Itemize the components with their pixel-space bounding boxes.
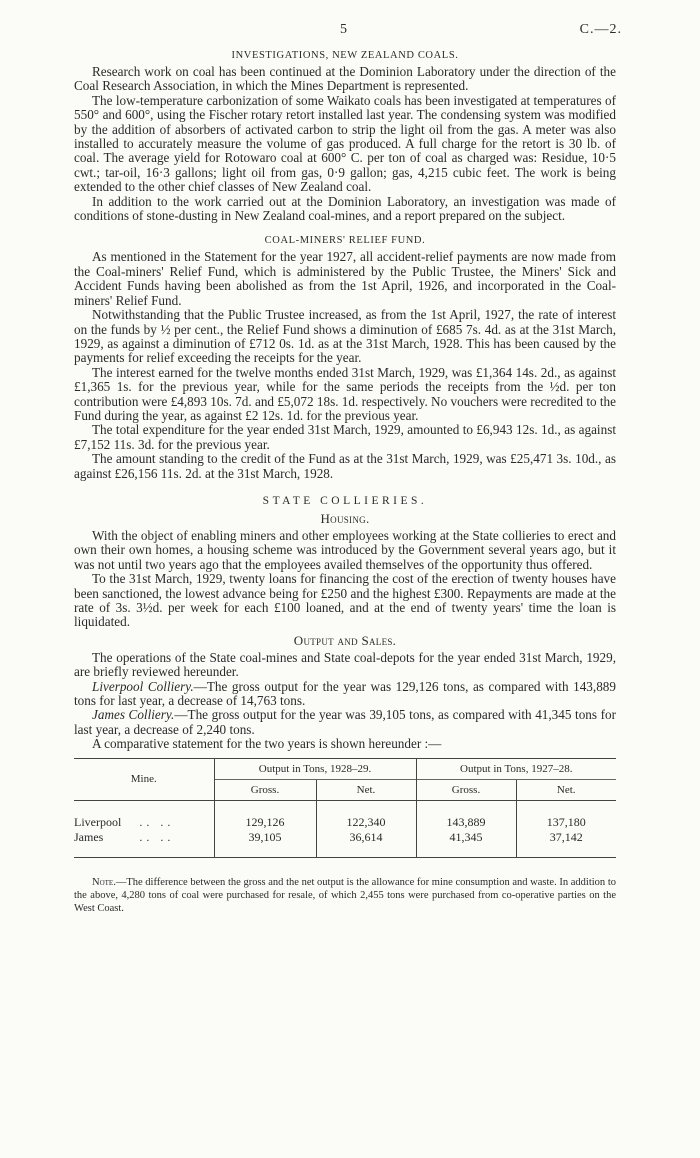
mine-name: Liverpool: [74, 814, 122, 829]
paragraph-liverpool: [74, 680, 616, 709]
table-header-1928: Output in Tons, 1927–28.: [416, 758, 616, 779]
output-table: [74, 758, 616, 858]
paragraph: With the object of enabling miners and other employees working at the State collieries to erect and own their own homes, a housing scheme was introduced by the Government several years ago, but it was not until two years ago that the employees availed themselves of the opportunity thus offered.: [74, 527, 616, 572]
table-header-net: Net.: [516, 779, 616, 800]
table-header-gross: Gross.: [416, 779, 516, 800]
paragraph: A comparative statement for the two years is shown hereunder :—: [92, 736, 442, 752]
paragraph: The interest earned for the twelve months ended 31st March, 1929, was £1,364 14s. 2d., as against £1,365 1s. for the previous year, while for the same periods the receipts from the ½d. per ton contribution were £4,893 10s. 7d. and £5,072 18s. 1d. respectively. No vouchers were recredited to the Fund during the year, as against £2 12s. 1d. for the previous year.: [74, 364, 616, 423]
table-cell-gross-1929: 39,105: [214, 830, 316, 858]
paragraph: The amount standing to the credit of the Fund as at the 31st March, 1929, was £25,471 3s. 10d., as against £26,156 11s. 2d. at the 31st March, 1928.: [74, 451, 616, 481]
liverpool-text: —The gross output for the year was 129,126 tons, as compared with 143,889 tons for last year, a decrease of 14,763 tons.: [74, 678, 616, 709]
paragraph: The total expenditure for the year ended 31st March, 1929, amounted to £6,943 12s. 1d., as against £7,152 11s. 3d. for the previous year.: [74, 422, 616, 452]
liverpool-label: Liverpool Colliery.: [92, 678, 194, 694]
table-cell-gross-1928: 41,345: [416, 830, 516, 858]
paragraph: Notwithstanding that the Public Trustee increased, as from the 1st April, 1927, the rate of interest on the funds by ½ per cent., the Relief Fund shows a diminution of £685 7s. 4d. as at the 31st March, 1929, as against a diminution of £712 0s. 1d. as at the 31st March, 1928. This has been caused by the payments for relief exceeding the receipts for the year.: [74, 307, 616, 366]
table-row: [74, 830, 616, 858]
page-number: 5: [340, 22, 347, 37]
james-text: —The gross output for the year was 39,105 tons, as compared with 41,345 tons for last year, a decrease of 2,240 tons.: [74, 707, 616, 737]
note-text: —The difference between the gross and the net output is the allowance for mine consumption and waste. In addition to the above, 4,280 tons of coal were purchased for resale, of which 2,455 tons were purchased from co-operative parties on the West Coast.: [74, 876, 616, 914]
table-header-net: Net.: [316, 779, 416, 800]
section-heading: INVESTIGATIONS, NEW ZEALAND COALS.: [231, 50, 459, 61]
table-cell-net-1928: 137,180: [516, 800, 616, 830]
table-cell-net-1929: 122,340: [316, 800, 416, 830]
james-label: James Colliery.: [92, 707, 175, 723]
table-cell-net-1928: 37,142: [516, 830, 616, 858]
section-heading: COAL-MINERS' RELIEF FUND.: [264, 235, 426, 247]
table-header-row: [74, 758, 616, 779]
paragraph: Research work on coal has been continued at the Dominion Laboratory under the direction of the Coal Research Association, in which the Mines Department is represented.: [74, 64, 616, 94]
paragraph: The low-temperature carbonization of some Waikato coals has been investigated at temperatures of 550° and 600°, using the Fischer rotary retort installed last year. The condensing system was modified by the addition of absorbers of activated carbon to strip the light oil from the gas. A meter was also installed to accurately measure the volume of gas produced. A full charge for the retort is 30 lb. of coal. The average yield for Rotowaro coal at 600° C. per ton of coal as charged was: Residue, 10·5 cwt.; tar-oil, 16·3 gallons; light oil from gas, 0·9 gallon; gas, 4,215 cubic feet. The work is being extended to the other chief classes of New Zealand coal.: [74, 92, 616, 195]
section-investigations: [74, 50, 616, 223]
table-header-gross: Gross.: [214, 779, 316, 800]
section-relief-fund: [74, 235, 616, 481]
subsection-heading-output: Output and Sales.: [293, 632, 397, 648]
section-heading: STATE COLLIERIES.: [262, 494, 428, 507]
subsection-heading-housing: Housing.: [320, 510, 370, 526]
document-reference: C.—2.: [579, 22, 622, 37]
mine-name: James: [74, 829, 104, 844]
paragraph: To the 31st March, 1929, twenty loans for financing the cost of the erection of twenty houses have been sanctioned, the lowest advance being for £250 and the highest £300. Repayments are made at the rate of 3s. 3½d. per week for each £100 loaned, and at the end of twenty years' time the loan is liquidated.: [74, 571, 616, 630]
note-label: Note.: [92, 876, 116, 888]
paragraph-james: [74, 708, 616, 737]
table-header-mine: Mine.: [130, 773, 157, 786]
paragraph: The operations of the State coal-mines and State coal-depots for the year ended 31st March, 1929, are briefly reviewed hereunder.: [74, 649, 616, 680]
table-cell-mine: [74, 800, 214, 830]
table-note: [74, 876, 616, 915]
table-header-1929: Output in Tons, 1928–29.: [214, 758, 416, 779]
paragraph: As mentioned in the Statement for the year 1927, all accident-relief payments are now made from the Coal-miners' Relief Fund, which is administered by the Public Trustee, the Miners' Sick and Accident Funds having been abolished as from the 1st April, 1926, and incorporated in the Coal-miners' Relief Fund.: [74, 249, 616, 308]
table-row: [74, 800, 616, 830]
table-cell-gross-1928: 143,889: [416, 800, 516, 830]
leader-dots: .. ..: [139, 829, 175, 844]
document-page: [74, 22, 622, 915]
page-header: [74, 22, 622, 42]
leader-dots: .. ..: [139, 814, 175, 829]
table-cell-mine: [74, 830, 214, 858]
section-state-collieries: [74, 495, 616, 752]
paragraph: In addition to the work carried out at the Dominion Laboratory, an investigation was made of conditions of stone-dusting in New Zealand coal-mines, and a report prepared on the subject.: [74, 193, 616, 224]
table-cell-net-1929: 36,614: [316, 830, 416, 858]
table-cell-gross-1929: 129,126: [214, 800, 316, 830]
